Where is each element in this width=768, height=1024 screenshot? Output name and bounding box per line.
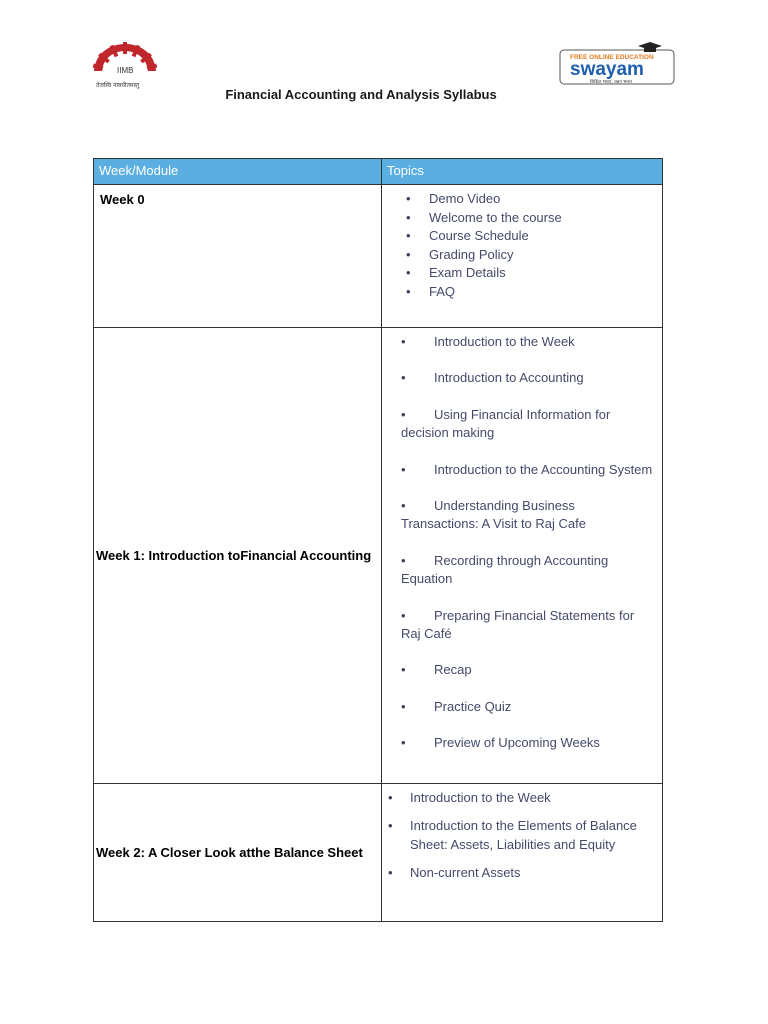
list-item: • Grading Policy (382, 246, 662, 265)
week-cell: Week 0 (94, 185, 382, 328)
list-item-text: Preview of Upcoming Weeks (434, 735, 600, 751)
list-item: • Introduction to the Week (410, 789, 662, 807)
column-header-topics: Topics (382, 159, 663, 185)
table-row (94, 784, 663, 922)
topics-cell (382, 784, 663, 922)
column-header-week: Week/Module (94, 159, 382, 185)
iimb-logo (90, 40, 160, 92)
topics-cell (382, 328, 663, 784)
list-item: • Introduction to the Accounting System (401, 461, 653, 477)
topics-list (382, 789, 662, 883)
syllabus-table (93, 158, 663, 922)
list-item-text: Introduction to the Accounting System (434, 461, 653, 477)
topics-list (382, 190, 662, 302)
list-item: • Preview of Upcoming Weeks (401, 735, 600, 751)
list-item: • Introduction to Accounting (401, 370, 584, 386)
list-item-text: Recap (434, 662, 472, 678)
swayam-logo-subtext: शिक्षित भारत, उन्नत भारत (590, 80, 632, 85)
table-row (94, 185, 663, 328)
iimb-logo-motto: तेजस्वि नावधीतमस्तु (96, 82, 140, 89)
list-item: • Welcome to the course (382, 209, 662, 228)
list-item: • FAQ (382, 283, 662, 302)
list-item-text: Introduction to Accounting (434, 370, 584, 386)
list-item: • Introduction to the Week (401, 334, 575, 349)
table-row (94, 328, 663, 784)
list-item-text: Using Financial Information for decision making (401, 406, 611, 441)
list-item: • Recording through Accounting Equation (401, 552, 609, 587)
list-item-text: Understanding Business Transactions: A Visit to Raj Cafe (401, 498, 586, 532)
list-item: • Introduction to the Elements of Balance Sheet: Assets, Liabilities and Equity (410, 817, 662, 854)
topics-cell (382, 185, 663, 328)
list-item: • Using Financial Information for decision making (401, 406, 611, 441)
list-item: • Exam Details (382, 264, 662, 283)
list-item-text: Preparing Financial Statements for Raj Café (401, 607, 635, 642)
swayam-logo-name: swayam (570, 59, 644, 80)
list-item: • Practice Quiz (401, 698, 512, 714)
page-title: Financial Accounting and Analysis Syllabus (225, 87, 497, 102)
list-item: • Non-current Assets (410, 864, 662, 882)
list-item-text: Recording through Accounting Equation (401, 552, 609, 587)
week-cell: Week 2: A Closer Look atthe Balance Sheet (94, 784, 382, 922)
topics-list (382, 333, 662, 753)
list-item-text: Practice Quiz (434, 698, 512, 714)
list-item: • Demo Video (382, 190, 662, 209)
swayam-logo (558, 40, 676, 90)
table-header-row (94, 159, 663, 185)
swayam-logo-tagline: FREE ONLINE EDUCATION (570, 54, 654, 61)
iimb-logo-text: IIMB (117, 66, 134, 75)
list-item: • Preparing Financial Statements for Raj Café (401, 607, 635, 642)
list-item-text: Introduction to the Week (434, 334, 575, 349)
week-cell: Week 1: Introduction toFinancial Accounting (94, 328, 382, 784)
list-item: • Course Schedule (382, 227, 662, 246)
list-item: • Recap (401, 662, 472, 678)
list-item: • Understanding Business Transactions: A Visit to Raj Cafe (401, 498, 586, 532)
